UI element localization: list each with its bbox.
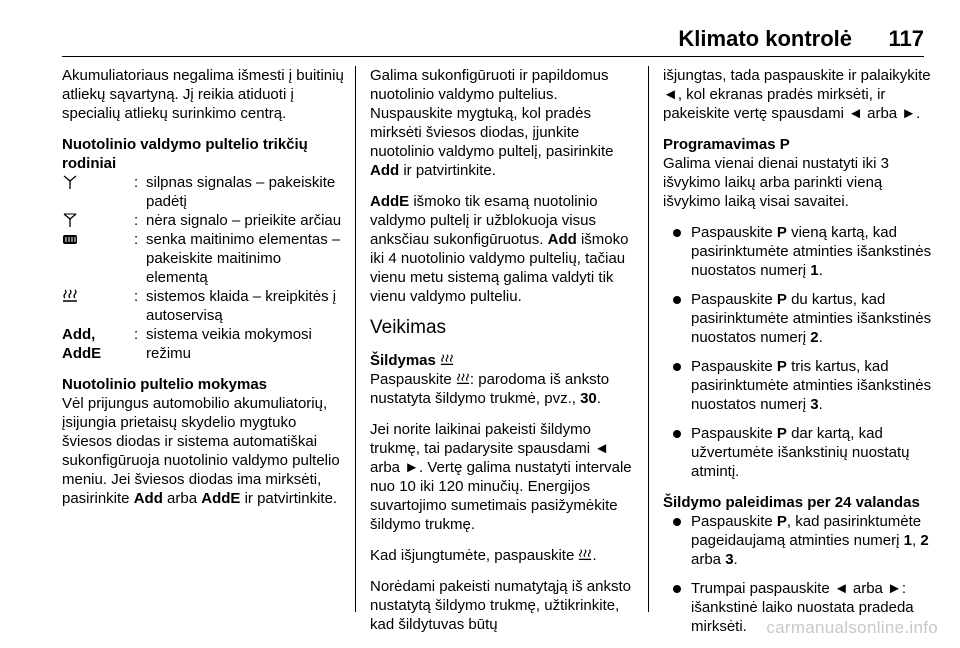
- heating-heading: Šildymas: [370, 351, 636, 370]
- heating-text: Paspauskite : parodoma iš anksto nustatyta šildymo trukmė, pvz., 30.: [370, 371, 610, 407]
- list-item: Paspauskite P du kartus, kad pasirinktumėte atminties išankstinės nuostatos numerį 2.: [663, 290, 935, 347]
- header-divider: [62, 56, 924, 57]
- fault-item: : silpnas signalas – pakeiskite padėtį: [62, 173, 344, 211]
- antenna-weak-signal-icon: [62, 174, 78, 190]
- fault-desc: sistemos klaida – kreipkitės į autoservisą: [146, 288, 337, 324]
- page-number: 117: [888, 26, 924, 51]
- adde-text: AddE išmoko tik esamą nuotolinio valdymo pultelį ir užblokuoja visus anksčiau sukonfigūruotus. Add išmoko iki 4 nuotolinio valdymo pultelių, tačiau vienu metu sistemą galima valdyti tik vienu valdymo pulteliu.: [370, 193, 629, 305]
- fault-item: : sistemos klaida – kreipkitės į autoservisą: [62, 287, 344, 325]
- fault-item: Add, AddE : sistema veikia mokymosi režimu: [62, 325, 344, 363]
- heater-icon: [578, 548, 592, 562]
- column-divider: [648, 66, 649, 612]
- column-2: [370, 66, 636, 646]
- start-heading: Šildymo paleidimas per 24 valandas: [663, 494, 920, 511]
- page-header: [0, 0, 960, 56]
- list-item: Paspauskite P tris kartus, kad pasirinktumėte atminties išankstinės nuostatos numerį 3.: [663, 357, 935, 414]
- fault-item: : senka maitinimo elementas – pakeiskite maitinimo elementą: [62, 230, 344, 287]
- battery-icon: [62, 231, 78, 247]
- learning-heading: Nuotolinio pultelio mokymas: [62, 376, 268, 393]
- learning-text: Vėl prijungus automobilio akumuliatorių, įsijungia prietaisų skydelio mygtuko šviesos diodas ir sistema automatiškai sukonfigūruoja nuotolinio valdymo pultelio meniu. Jei šviesos diodas ima mirksėti, pasirinkite Add arba AddE ir patvirtinkite.: [62, 395, 340, 507]
- column-1: [62, 66, 344, 520]
- faults-heading: Nuotolinio valdymo pultelio trikčių rodiniai: [62, 136, 308, 172]
- fault-item: : nėra signalo – prieikite arčiau: [62, 211, 344, 230]
- battery-disposal-text: Akumuliatoriaus negalima išmesti į buitinių atliekų sąvartyną. Jį reikia atiduoti į specialių atliekų surinkimo centrą.: [62, 67, 344, 122]
- antenna-no-signal-icon: [62, 212, 78, 228]
- column-divider: [355, 66, 356, 612]
- column-3: [663, 66, 935, 648]
- heater-icon: [440, 353, 454, 367]
- fault-desc: nėra signalo – prieikite arčiau: [146, 212, 342, 229]
- programming-heading: Programavimas P: [663, 136, 790, 153]
- list-item: Trumpai paspauskite ◄ arba ►: išankstinė laiko nuostata pradeda mirksėti.: [663, 579, 935, 636]
- list-item: Paspauskite P dar kartą, kad užvertumėte išankstinių nuostatų atmintį.: [663, 424, 935, 481]
- preset-text-cont: išjungtas, tada paspauskite ir palaikykite ◄, kol ekranas pradės mirksėti, ir pakeiskite vertę spausdami ◄ arba ►.: [663, 67, 931, 122]
- fault-desc: silpnas signalas – pakeiskite padėtį: [146, 174, 336, 210]
- watermark: carmanualsonline.info: [766, 618, 938, 637]
- list-item: Paspauskite P, kad pasirinktumėte pageidaujamą atminties numerį 1, 2 arba 3.: [663, 512, 935, 569]
- fault-term: Add, AddE: [62, 326, 102, 362]
- list-item: Paspauskite P vieną kartą, kad pasirinktumėte atminties išankstinės nuostatos numerį 1.: [663, 223, 935, 280]
- fault-desc: senka maitinimo elementas – pakeiskite maitinimo elementą: [146, 231, 341, 286]
- preset-text: Norėdami pakeisti numatytąją iš anksto nustatytą šildymo trukmę, užtikrinkite, kad šildytuvas būtų: [370, 578, 631, 633]
- section-heading: Veikimas: [370, 317, 447, 338]
- fault-desc: sistema veikia mokymosi režimu: [146, 326, 312, 362]
- duration-text: Jei norite laikinai pakeisti šildymo trukmę, tai padarysite spausdami ◄ arba ►. Vertę galima nustatyti intervale nuo 10 iki 120 minučių. Energijos suvartojimo sumetimais pasižymėkite šildymo trukmę.: [370, 421, 632, 533]
- page-title: Klimato kontrolė: [678, 26, 852, 51]
- config-text: Galima sukonfigūruoti ir papildomus nuotolinio valdymo pultelius. Nuspauskite mygtuką, kol pradės mirksėti šviesos diodas, įjunkite nuotolinio valdymo pultelį, pasirinkite Add ir patvirtinkite.: [370, 67, 614, 179]
- switch-off-text: Kad išjungtumėte, paspauskite .: [370, 547, 597, 564]
- fault-list: [62, 173, 344, 363]
- programming-list: [663, 223, 935, 481]
- heater-icon: [456, 372, 470, 386]
- heater-icon: [62, 288, 78, 304]
- programming-text: Galima vienai dienai nustatyti iki 3 išvykimo laikų arba parinkti vieną išvykimo laiką visai savaitei.: [663, 155, 889, 210]
